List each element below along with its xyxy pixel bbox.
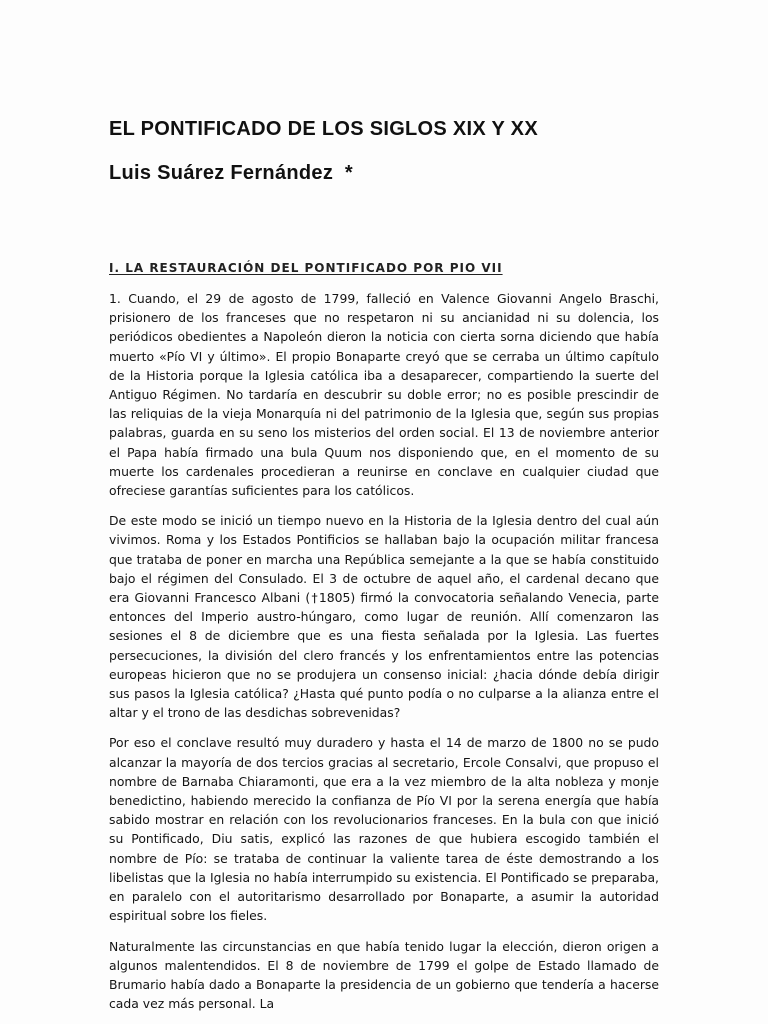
paragraph: Naturalmente las circunstancias en que había tenido lugar la elección, dieron origen a algunos malentendidos. El 8 de noviembre de 1799 el golpe de Estado llamado de Brumario había dado a Bonaparte la presidencia de un gobierno que tendería a hacerse cada vez más personal. La [109,938,659,1012]
paragraph: Por eso el conclave resultó muy duradero y hasta el 14 de marzo de 1800 no se pudo alcanzar la mayoría de dos tercios gracias al secretario, Ercole Consalvi, que propuso el nombre de Barnaba Chiaramonti, que era a la vez miembro de la alta nobleza y monje benedictino, habiendo merecido la confianza de Pío VI por la serena energía que había sabido mostrar en relación con los revolucionarios franceses. En la bula con que inició su Pontificado, Diu satis, explicó las razones de que hubiera escogido también el nombre de Pío: se trataba de continuar la valiente tarea de éste demostrando a los libelistas que la Iglesia no había interrumpido su existencia. El Pontificado se preparaba, en paralelo con el autoritarismo desarrollado por Bonaparte, a asumir la autoridad espiritual sobre los fieles. [109,735,659,924]
paragraph: De este modo se inició un tiempo nuevo en la Historia de la Iglesia dentro del cual aún vivimos. Roma y los Estados Pontificios se hallaban bajo la ocupación militar francesa que trataba de poner en marcha una República semejante a la que se había constituido bajo el régimen del Consulado. El 3 de octubre de aquel año, el cardenal decano que era Giovanni Francesco Albani (†1805) firmó la convocatoria señalando Venecia, parte entonces del Imperio austro-húngaro, como lugar de reunión. Allí comenzaron las sesiones el 8 de diciembre que es una fiesta señalada por la Iglesia. Las fuertes persecuciones, la división del clero francés y los enfrentamientos entre las potencias europeas hicieron que no se produjera un consenso inicial: ¿hacia dónde debía dirigir sus pasos la Iglesia católica? ¿Hasta qué punto podía o no culparse a la alianza entre el altar y el trono de las desdichas sobrevenidas? [109,513,659,721]
author-name: Luis Suárez Fernández * [109,162,353,184]
paragraph: 1. Cuando, el 29 de agosto de 1799, falleció en Valence Giovanni Angelo Braschi, prisionero de los franceses que no respetaron ni su ancianidad ni su dolencia, los periódicos obedientes a Napoleón dieron la noticia con cierta sorna diciendo que había muerto «Pío VI y último». El propio Bonaparte creyó que se cerraba un último capítulo de la Historia porque la Iglesia católica iba a desaparecer, compartiendo la suerte del Antiguo Régimen. No tardaría en descubrir su doble error; no es posible prescindir de las reliquias de la vieja Monarquía ni del patrimonio de la Iglesia que, según sus propias palabras, guarda en su seno los misterios del orden social. El 13 de noviembre anterior el Papa había firmado una bula Quum nos disponiendo que, en el momento de su muerte los cardenales procedieran a reunirse en conclave en cualquier ciudad que ofreciese garantías suficientes para los católicos. [109,291,659,499]
body-text [109,289,659,1024]
document-title: EL PONTIFICADO DE LOS SIGLOS XIX Y XX [109,118,538,140]
section-heading: I. LA RESTAURACIÓN DEL PONTIFICADO POR PIO VII [109,261,503,275]
